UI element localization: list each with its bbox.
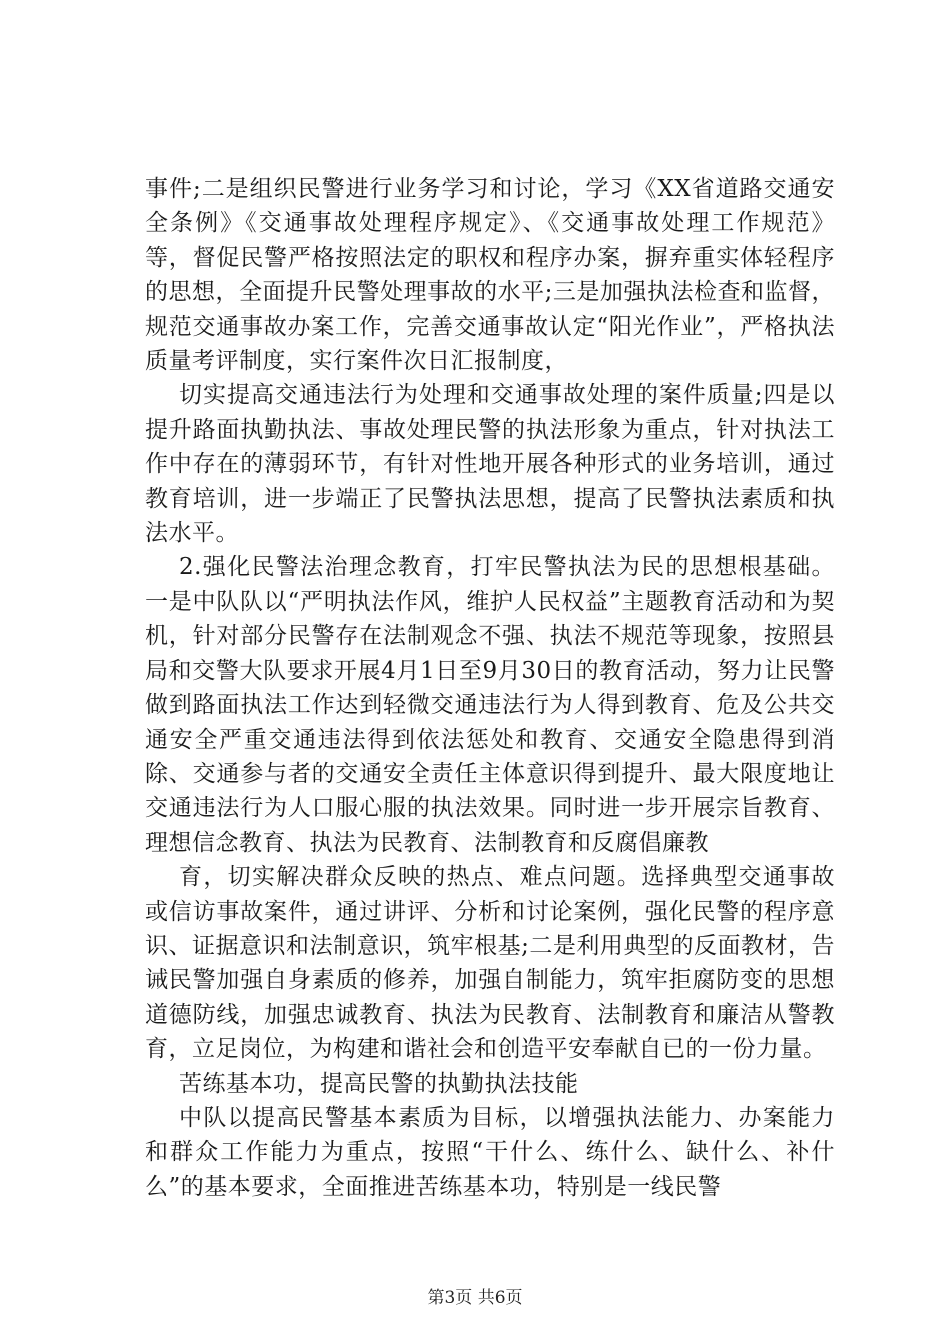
paragraph-3: 2.强化民警法治理念教育，打牢民警执法为民的思想根基础。一是中队队以“严明执法作风，维护人民权益”主题教育活动和为契机，针对部分民警存在法制观念不强、执法不规范等现象，按照县局和交警大队要求开展4月1日至9月30日的教育活动，努力让民警做到路面执法工作达到轻微交通违法行为人得到教育、危及公共交通安全严重交通违法得到依法惩处和教育、交通安全隐患得到消除、交通参与者的交通安全责任主体意识得到提升、最大限度地让交通违法行为人口服心服的执法效果。同时进一步开展宗旨教育、理想信念教育、执法为民教育、法制教育和反腐倡廉教 (145, 554, 835, 856)
page-number-label: 第3页 共6页 (427, 1288, 523, 1308)
page-footer (0, 1287, 950, 1309)
document-body (145, 172, 835, 1204)
paragraph-4: 育，切实解决群众反映的热点、难点问题。选择典型交通事故或信访事故案件，通过讲评、分析和讨论案例，强化民警的程序意识、证据意识和法制意识，筑牢根基;二是利用典型的反面教材，告诫民警加强自身素质的修养，加强自制能力，筑牢拒腐防变的思想道德防线，加强忠诚教育、执法为民教育、法制教育和廉洁从警教育，立足岗位，为构建和谐社会和创造平安奉献自已的一份力量。 (145, 864, 835, 1063)
paragraph-1: 事件;二是组织民警进行业务学习和讨论，学习《XX省道路交通安全条例》《交通事故处理程序规定》、《交通事故处理工作规范》等，督促民警严格按照法定的职权和程序办案，摒弃重实体轻程序的思想，全面提升民警处理事故的水平;三是加强执法检查和监督，规范交通事故办案工作，完善交通事故认定“阳光作业”，严格执法质量考评制度，实行案件次日汇报制度， (145, 176, 835, 375)
paragraph-2: 切实提高交通违法行为处理和交通事故处理的案件质量;四是以提升路面执勤执法、事故处理民警的执法形象为重点，针对执法工作中存在的薄弱环节，有针对性地开展各种形式的业务培训，通过教育培训，进一步端正了民警执法思想，提高了民警执法素质和执法水平。 (145, 382, 835, 547)
section-heading: 苦练基本功，提高民警的执勤执法技能 (179, 1070, 579, 1097)
paragraph-5: 中队以提高民警基本素质为目标，以增强执法能力、办案能力和群众工作能力为重点，按照“干什么、练什么、缺什么、补什么”的基本要求，全面推进苦练基本功，特别是一线民警 (145, 1104, 835, 1200)
